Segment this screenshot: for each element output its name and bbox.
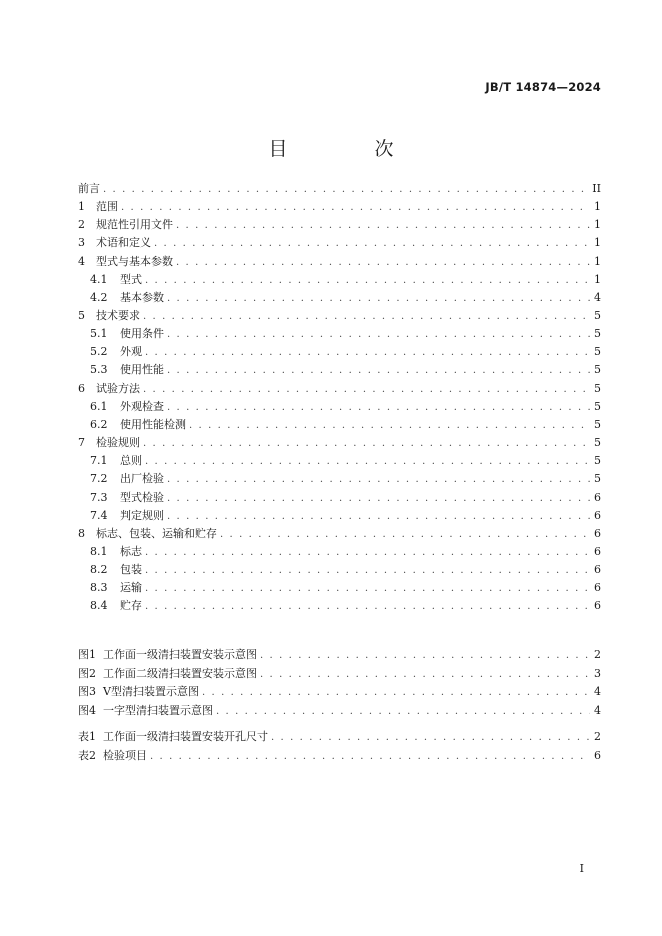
- toc-entry: [90, 562, 601, 578]
- toc-entry: [90, 362, 601, 378]
- table-list-entry: [78, 729, 601, 745]
- dot-leader: [145, 563, 590, 579]
- toc-entry: [90, 272, 601, 288]
- toc-entry-label: 规范性引用文件: [96, 218, 173, 231]
- dot-leader: [145, 599, 590, 615]
- toc-entry-page: 5: [594, 327, 601, 340]
- dot-leader: [167, 509, 590, 525]
- figure-list-entry: [78, 703, 601, 719]
- toc-entry-label: 技术要求: [96, 309, 140, 322]
- toc-entry-number: 6.2: [90, 418, 108, 431]
- toc-entry-label: V型清扫装置示意图: [103, 685, 199, 698]
- toc-entry-number: 5.3: [90, 363, 108, 376]
- dot-leader: [143, 382, 590, 398]
- toc-entry-number: 5.1: [90, 327, 108, 340]
- toc-entry-number: 图1: [78, 648, 96, 661]
- toc-entry-page: 1: [594, 273, 601, 286]
- toc-entry-label: 检验规则: [96, 436, 140, 449]
- toc-entry-number: 7.1: [90, 454, 108, 467]
- toc-entry-number: 4.1: [90, 273, 108, 286]
- toc-entry-number: 6.1: [90, 400, 108, 413]
- dot-leader: [143, 309, 590, 325]
- toc-entry: [90, 417, 601, 433]
- toc-entry-page: 5: [594, 400, 601, 413]
- toc-entry-number: 1: [78, 200, 85, 213]
- toc-entry-label: 基本参数: [120, 291, 164, 304]
- toc-entry-page: 2: [594, 730, 601, 743]
- toc-entry-label: 范围: [96, 200, 118, 213]
- toc-entry: [90, 399, 601, 415]
- toc-entry: [78, 308, 601, 324]
- dot-leader: [220, 527, 590, 543]
- toc-entry-page: 5: [594, 436, 601, 449]
- toc-entry-page: 6: [594, 509, 601, 522]
- dot-leader: [176, 218, 590, 234]
- toc-entry-label: 出厂检验: [120, 472, 164, 485]
- toc-entry-label: 前言: [78, 182, 100, 195]
- toc-entry-label: 使用性能: [120, 363, 164, 376]
- standard-code: JB/T 14874—2024: [485, 80, 601, 94]
- toc-entry: [78, 526, 601, 542]
- toc-entry-label: 工作面二级清扫装置安装示意图: [103, 667, 257, 680]
- toc-entry: [90, 508, 601, 524]
- table-list-entry: [78, 748, 601, 764]
- dot-leader: [145, 454, 590, 470]
- toc-entry-number: 8.3: [90, 581, 108, 594]
- toc-entry: [78, 199, 601, 215]
- toc-entry-number: 8: [78, 527, 85, 540]
- toc-entry-page: II: [592, 182, 601, 195]
- toc-entry-number: 7.3: [90, 491, 108, 504]
- footer-page-number: I: [579, 862, 584, 875]
- toc-entry-label: 术语和定义: [96, 236, 151, 249]
- dot-leader: [145, 581, 590, 597]
- dot-leader: [202, 685, 590, 701]
- toc-entry-label: 外观检查: [120, 400, 164, 413]
- toc-entry-page: 6: [594, 491, 601, 504]
- toc-entry-page: 6: [594, 563, 601, 576]
- toc-entry: [90, 290, 601, 306]
- dot-leader: [145, 273, 590, 289]
- dot-leader: [154, 236, 590, 252]
- dot-leader: [150, 749, 590, 765]
- toc-entry-label: 工作面一级清扫装置安装开孔尺寸: [103, 730, 268, 743]
- toc-entry-label: 工作面一级清扫装置安装示意图: [103, 648, 257, 661]
- toc-entry: [90, 598, 601, 614]
- toc-entry-number: 7.2: [90, 472, 108, 485]
- toc-entry-number: 图2: [78, 667, 96, 680]
- dot-leader: [260, 667, 590, 683]
- dot-leader: [143, 436, 590, 452]
- toc-entry-page: 3: [594, 667, 601, 680]
- toc-entry-number: 6: [78, 382, 85, 395]
- toc-entry-label: 标志、包装、运输和贮存: [96, 527, 217, 540]
- toc-entry-label: 使用性能检测: [120, 418, 186, 431]
- figure-list-entry: [78, 684, 601, 700]
- toc-entry-page: 6: [594, 545, 601, 558]
- toc-entry-page: 6: [594, 581, 601, 594]
- dot-leader: [260, 648, 590, 664]
- dot-leader: [271, 730, 590, 746]
- toc-entry-number: 7.4: [90, 509, 108, 522]
- toc-entry: [90, 471, 601, 487]
- dot-leader: [167, 327, 590, 343]
- toc-entry-number: 8.1: [90, 545, 108, 558]
- toc-entry: [78, 435, 601, 451]
- toc-entry-page: 4: [594, 704, 601, 717]
- dot-leader: [189, 418, 590, 434]
- dot-leader: [145, 345, 590, 361]
- toc-entry: [90, 453, 601, 469]
- toc-entry-number: 表2: [78, 749, 96, 762]
- toc-entry-page: 1: [594, 218, 601, 231]
- toc-entry-page: 4: [594, 685, 601, 698]
- toc-entry-page: 5: [594, 418, 601, 431]
- toc-entry-page: 5: [594, 309, 601, 322]
- toc-entry-page: 4: [594, 291, 601, 304]
- toc-entry: [90, 344, 601, 360]
- toc-entry-number: 5: [78, 309, 85, 322]
- toc-entry: [90, 580, 601, 596]
- toc-entry-number: 5.2: [90, 345, 108, 358]
- dot-leader: [167, 363, 590, 379]
- toc-entry-number: 8.2: [90, 563, 108, 576]
- toc-entry-page: 6: [594, 599, 601, 612]
- toc-entry-page: 5: [594, 472, 601, 485]
- toc-entry-page: 2: [594, 648, 601, 661]
- toc-entry-label: 试验方法: [96, 382, 140, 395]
- dot-leader: [167, 400, 590, 416]
- toc-entry-page: 1: [594, 200, 601, 213]
- toc-entry-label: 包装: [120, 563, 142, 576]
- page-title: 目 次: [268, 138, 428, 160]
- dot-leader: [167, 472, 590, 488]
- toc-entry: [78, 381, 601, 397]
- toc-entry-number: 2: [78, 218, 85, 231]
- toc-entry: [90, 490, 601, 506]
- toc-entry-number: 4.2: [90, 291, 108, 304]
- toc-entry-number: 表1: [78, 730, 96, 743]
- dot-leader: [167, 491, 590, 507]
- toc-entry-page: 6: [594, 527, 601, 540]
- toc-entry-label: 判定规则: [120, 509, 164, 522]
- dot-leader: [103, 182, 589, 198]
- toc-entry-number: 图3: [78, 685, 96, 698]
- toc-entry-page: 5: [594, 363, 601, 376]
- toc-entry: [78, 254, 601, 270]
- figure-list-entry: [78, 647, 601, 663]
- toc-entry-page: 6: [594, 749, 601, 762]
- toc-entry: [78, 217, 601, 233]
- toc-entry-page: 5: [594, 454, 601, 467]
- toc-entry-number: 8.4: [90, 599, 108, 612]
- toc-entry-label: 运输: [120, 581, 142, 594]
- toc-entry-label: 型式: [120, 273, 142, 286]
- toc-entry: [90, 544, 601, 560]
- figure-list-entry: [78, 666, 601, 682]
- toc-entry-label: 标志: [120, 545, 142, 558]
- dot-leader: [216, 704, 590, 720]
- dot-leader: [121, 200, 590, 216]
- toc-entry-label: 外观: [120, 345, 142, 358]
- dot-leader: [167, 291, 590, 307]
- toc-entry-page: 5: [594, 345, 601, 358]
- toc-entry-page: 1: [594, 236, 601, 249]
- toc-entry-number: 图4: [78, 704, 96, 717]
- toc-entry: [90, 326, 601, 342]
- toc-entry-number: 3: [78, 236, 85, 249]
- toc-entry-number: 7: [78, 436, 85, 449]
- toc-entry-number: 4: [78, 255, 85, 268]
- toc-entry-page: 5: [594, 382, 601, 395]
- toc-entry-page: 1: [594, 255, 601, 268]
- toc-entry: [78, 235, 601, 251]
- toc-entry-label: 型式与基本参数: [96, 255, 173, 268]
- dot-leader: [176, 255, 590, 271]
- toc-entry-label: 使用条件: [120, 327, 164, 340]
- toc-entry-label: 总则: [120, 454, 142, 467]
- toc-entry-label: 一字型清扫装置示意图: [103, 704, 213, 717]
- toc-entry-label: 型式检验: [120, 491, 164, 504]
- toc-entry-label: 贮存: [120, 599, 142, 612]
- dot-leader: [145, 545, 590, 561]
- toc-entry-label: 检验项目: [103, 749, 147, 762]
- toc-entry: [78, 181, 601, 197]
